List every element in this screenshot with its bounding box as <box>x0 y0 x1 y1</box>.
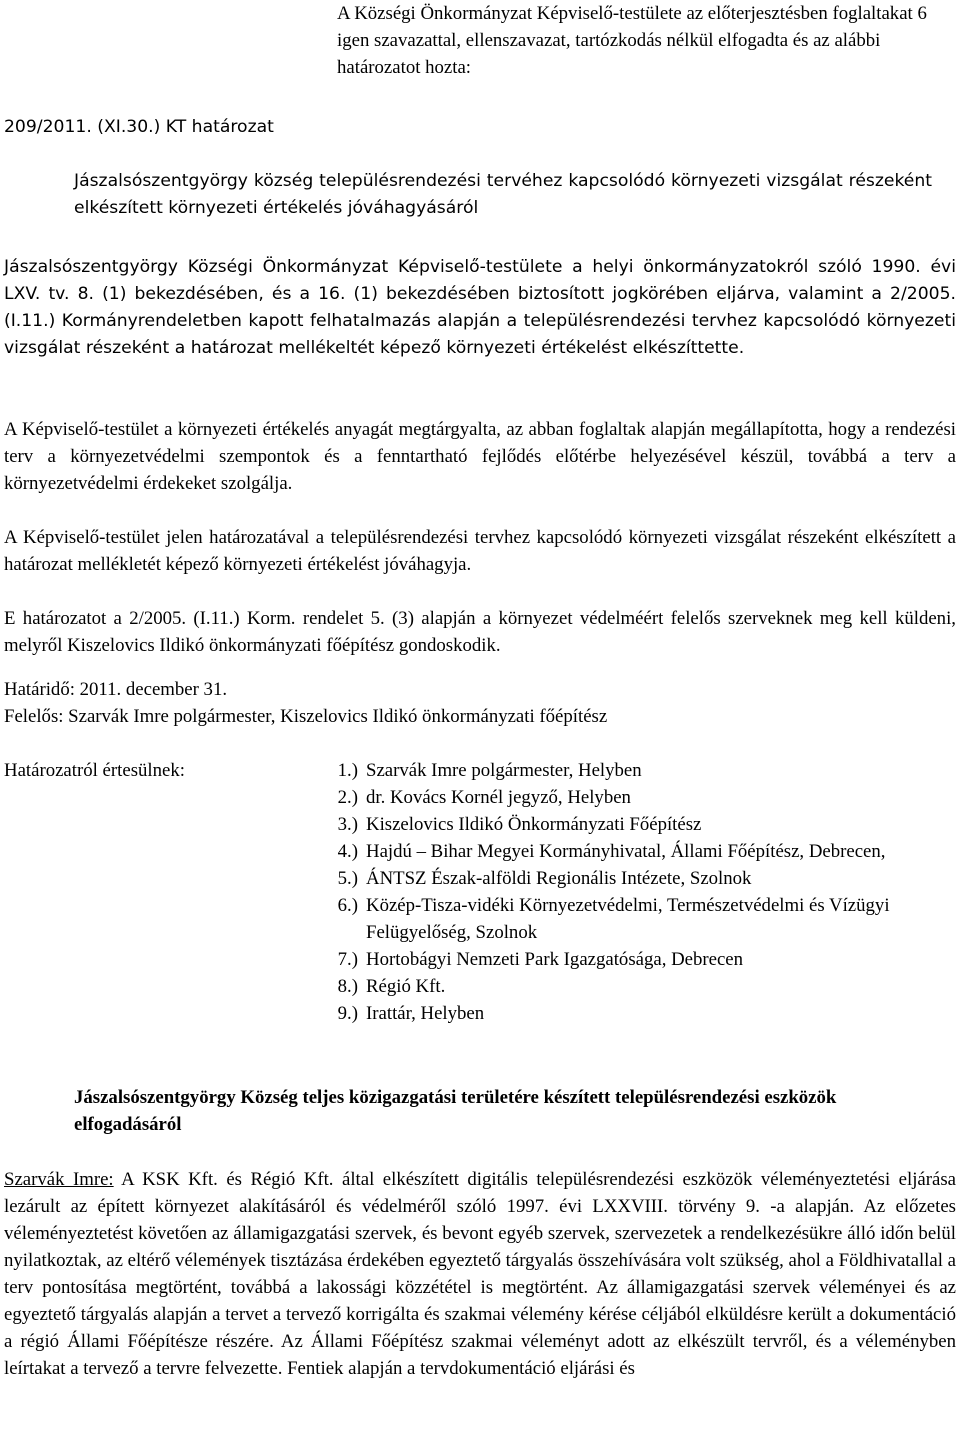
resolution-number: 209/2011. (XI.30.) KT határozat <box>4 117 274 137</box>
list-item <box>300 892 960 946</box>
list-item <box>300 757 960 784</box>
list-item-text: Hortobágyi Nemzeti Park Igazgatósága, Debrecen <box>366 949 744 970</box>
paragraph-distribution: E határozatot a 2/2005. (I.11.) Korm. rendelet 5. (3) alapján a környezet védelméért felelős szerveknek meg kell küldeni, melyről Kiszelovics Ildikó önkormányzati főépítész gondoskodik. <box>4 608 956 656</box>
list-item-text: Régió Kft. <box>366 976 446 997</box>
list-item-number: 7.) <box>337 949 358 970</box>
agenda-subject: Jászalsószentgyörgy Község teljes közigazgatási területére készített településrendezési eszközök elfogadásáról <box>74 1087 837 1135</box>
speaker-name: Szarvák Imre: <box>4 1169 114 1190</box>
list-item-text: Kiszelovics Ildikó Önkormányzati Főépítész <box>366 814 702 835</box>
list-item-text: Hajdú – Bihar Megyei Kormányhivatal, Állami Főépítész, Debrecen, <box>366 841 886 862</box>
list-item <box>300 784 960 811</box>
list-item-text: Irattár, Helyben <box>366 1003 485 1024</box>
list-item <box>300 865 960 892</box>
list-item-number: 1.) <box>337 760 358 781</box>
list-item-number: 9.) <box>337 1003 358 1024</box>
list-item-number: 4.) <box>337 841 358 862</box>
paragraph-approval: A Képviselő-testület jelen határozatával a településrendezési tervhez kapcsolódó környezeti vizsgálat részeként elkészített a határozat mellékletét képező környezeti értékelést jóváhagyja. <box>4 527 956 575</box>
list-item-number: 3.) <box>337 814 358 835</box>
list-item-text: Szarvák Imre polgármester, Helyben <box>366 760 642 781</box>
list-item-text: Közép-Tisza-vidéki Környezetvédelmi, Természetvédelmi és Vízügyi Felügyelőség, Szolnok <box>366 895 890 943</box>
list-item <box>300 1000 960 1027</box>
resolution-subject: Jászalsószentgyörgy község településrendezési tervéhez kapcsolódó környezeti vizsgálat részeként elkészített környezeti értékelés jóváhagyásáról <box>74 171 932 218</box>
paragraph-speaker-report <box>4 1166 956 1382</box>
list-item-number: 5.) <box>337 868 358 889</box>
list-item-number: 2.) <box>337 787 358 808</box>
intro-text: A Községi Önkormányzat Képviselő-testülete az előterjesztésben foglaltakat 6 igen szavazattal, ellenszavazat, tartózkodás nélkül elfogadta és az alábbi határozatot hozta: <box>337 3 927 78</box>
paragraph-legal-basis: Jászalsószentgyörgy Községi Önkormányzat Képviselő-testülete a helyi önkormányzatokról szóló 1990. évi LXV. tv. 8. (1) bekezdésében, és a 16. (1) bekezdésében biztosított jogkörében eljárva, valamint a 2/2005. (I.11.) Kormányrendeletben kapott felhatalmazás alapján a településrendezési tervhez kapcsolódó környezeti vizsgálat részeként a határozat mellékeltét képező környezeti értékelést elkészíttette. <box>4 257 956 358</box>
list-item-text: dr. Kovács Kornél jegyző, Helyben <box>366 787 631 808</box>
speaker-text: A KSK Kft. és Régió Kft. által elkészített digitális településrendezési eszközök véleményeztetési eljárása lezárult az épített környezet alakításáról és védelméről szóló 1997. évi LXXVIII. törvény 9. -a alapján. Az előzetes véleményeztetést követően az államigazgatási szervek, és bevont egyéb szervek, szervezetek a rendelkezésükre álló időn belül nyilatkoztak, az eltérő vélemények tisztázása érdekében egyeztető tárgyalás összehívására volt szükség, ahol a Földhivatallal a terv pontosítása megtörtént, továbbá a lakossági közzététel is megtörtént. Az államigazgatási szervek véleményei és az egyeztető tárgyalás alapján a tervet a tervező korrigálta és szakmai vélemény kérése céljából elküldésre került a dokumentáció a régió Állami Főépítésze részére. Az Állami Főépítész szakmai véleményt adott az elkészült tervről, és a véleményben leírtakat a tervező a tervre felvezette. Fentiek alapján a tervdokumentáció eljárási és <box>4 1169 956 1379</box>
list-item-text: ÁNTSZ Észak-alföldi Regionális Intézete, Szolnok <box>366 868 752 889</box>
list-item <box>300 973 960 1000</box>
list-item <box>300 838 960 865</box>
responsible-persons: Felelős: Szarvák Imre polgármester, Kiszelovics Ildikó önkormányzati főépítész <box>4 706 608 727</box>
deadline: Határidő: 2011. december 31. <box>4 679 228 700</box>
list-item <box>300 811 960 838</box>
list-item-number: 6.) <box>337 895 358 916</box>
list-item-number: 8.) <box>337 976 358 997</box>
notify-list <box>300 757 960 1027</box>
notify-label: Határozatról értesülnek: <box>4 760 185 781</box>
paragraph-assessment: A Képviselő-testület a környezeti értékelés anyagát megtárgyalta, az abban foglaltak alapján megállapította, hogy a rendezési terv a környezetvédelmi szempontok és a fenntartható fejlődés előtérbe helyezésével készül, továbbá a terv a környezetvédelmi érdekeket szolgálja. <box>4 419 956 494</box>
list-item <box>300 946 960 973</box>
